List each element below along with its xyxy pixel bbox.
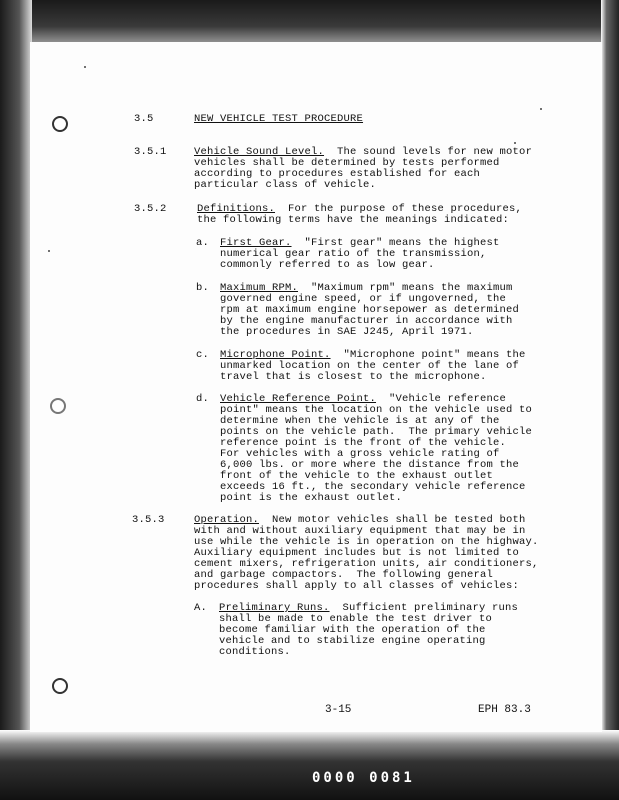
document-control-number: 0000 0081 [312,770,415,786]
document-reference: EPH 83.3 [478,704,531,716]
list-item-line [219,603,518,614]
list-item-heading: Maximum RPM. [220,282,299,294]
list-item-line [220,350,526,361]
paragraph-line: point" means the location on the vehicle used to [220,404,533,416]
paragraph-line: use while the vehicle is in operation on the highway. [194,536,539,548]
list-item-line [220,394,506,405]
paragraph-line: conditions. [219,646,291,658]
list-item-heading: Vehicle Reference Point. [220,393,377,405]
paragraph-line: front of the vehicle to the exhaust outlet [220,470,494,482]
paragraph-line: For vehicles with a gross vehicle rating of [220,448,500,460]
scan-border-bottom [0,730,619,800]
paragraph-line: governed engine speed, or if ungoverned, the [220,293,507,305]
punch-hole-icon [52,678,68,694]
subsection-heading: Operation. [194,514,260,526]
paragraph-text: Sufficient preliminary runs [329,602,519,614]
list-item-heading: Microphone Point. [220,349,331,361]
punch-hole-icon [50,398,66,414]
paragraph-line: commonly referred to as low gear. [220,259,435,271]
paragraph-line: and garbage compactors. The following general [194,569,494,581]
punch-hole-icon [52,116,68,132]
scan-border-top [0,0,619,44]
list-letter: c. [196,349,210,361]
paragraph-line: the procedures in SAE J245, April 1971. [220,326,474,338]
scan-speck [48,250,50,252]
scan-speck [540,108,542,110]
paragraph-line: point is the exhaust outlet. [220,492,403,504]
list-item-line [220,283,513,294]
paragraph-line: the following terms have the meanings indicated: [197,214,510,226]
list-item-heading: First Gear. [220,237,292,249]
paragraph-text: "Vehicle reference [376,393,507,405]
list-letter: b. [196,282,210,294]
paragraph-line: points on the vehicle path. The primary vehicle [220,426,533,438]
paragraph-line: reference point is the front of the vehicle. [220,437,507,449]
subsection-line [194,147,532,158]
paragraph-text: New motor vehicles shall be tested both [259,514,526,526]
paragraph-text: "First gear" means the highest [291,237,500,249]
list-letter: d. [196,393,210,405]
scan-speck [84,66,86,68]
paragraph-line: become familiar with the operation of the [219,624,486,636]
paragraph-text: The sound levels for new motor [324,146,533,158]
section-number: 3.5 [134,113,154,125]
paragraph-text: For the purpose of these procedures, [275,203,523,215]
subsection-number: 3.5.1 [134,146,167,158]
paragraph-line: numerical gear ratio of the transmission, [220,248,487,260]
scan-border-left [0,0,32,800]
paragraph-line: unmarked location on the center of the lane of [220,360,520,372]
paragraph-line: Auxiliary equipment includes but is not limited to [194,547,520,559]
subsection-line [197,204,522,215]
paragraph-text: "Microphone point" means the [330,349,526,361]
paragraph-line: 6,000 lbs. or more where the distance from the [220,459,520,471]
paragraph-line: cement mixers, refrigeration units, air conditioners, [194,558,539,570]
scan-border-right [601,0,619,800]
section-title: NEW VEHICLE TEST PROCEDURE [194,113,364,125]
paragraph-line: procedures shall apply to all classes of vehicles: [194,580,520,592]
paragraph-line: vehicles shall be determined by tests performed [194,157,500,169]
paragraph-line: vehicle and to stabilize engine operating [219,635,486,647]
paragraph-line: by the engine manufacturer in accordance with [220,315,513,327]
list-item-line [220,238,500,249]
paragraph-line: travel that is closest to the microphone. [220,371,487,383]
subsection-number: 3.5.3 [132,514,165,526]
paragraph-line: shall be made to enable the test driver to [219,613,493,625]
subsection-number: 3.5.2 [134,203,167,215]
list-item-heading: Preliminary Runs. [219,602,330,614]
paragraph-line: according to procedures established for each [194,168,481,180]
paragraph-line: exceeds 16 ft., the secondary vehicle reference [220,481,526,493]
subsection-line [194,515,526,526]
paragraph-line: determine when the vehicle is at any of the [220,415,500,427]
subsection-heading: Vehicle Sound Level. [194,146,325,158]
subsection-heading: Definitions. [197,203,276,215]
page-number: 3-15 [325,704,352,716]
paragraph-text: "Maximum rpm" means the maximum [298,282,513,294]
paragraph-line: particular class of vehicle. [194,179,377,191]
scan-speck [514,142,516,144]
list-letter: A. [194,602,208,614]
paragraph-line: rpm at maximum engine horsepower as determined [220,304,520,316]
paragraph-line: with and without auxiliary equipment that may be in [194,525,526,537]
list-letter: a. [196,237,210,249]
